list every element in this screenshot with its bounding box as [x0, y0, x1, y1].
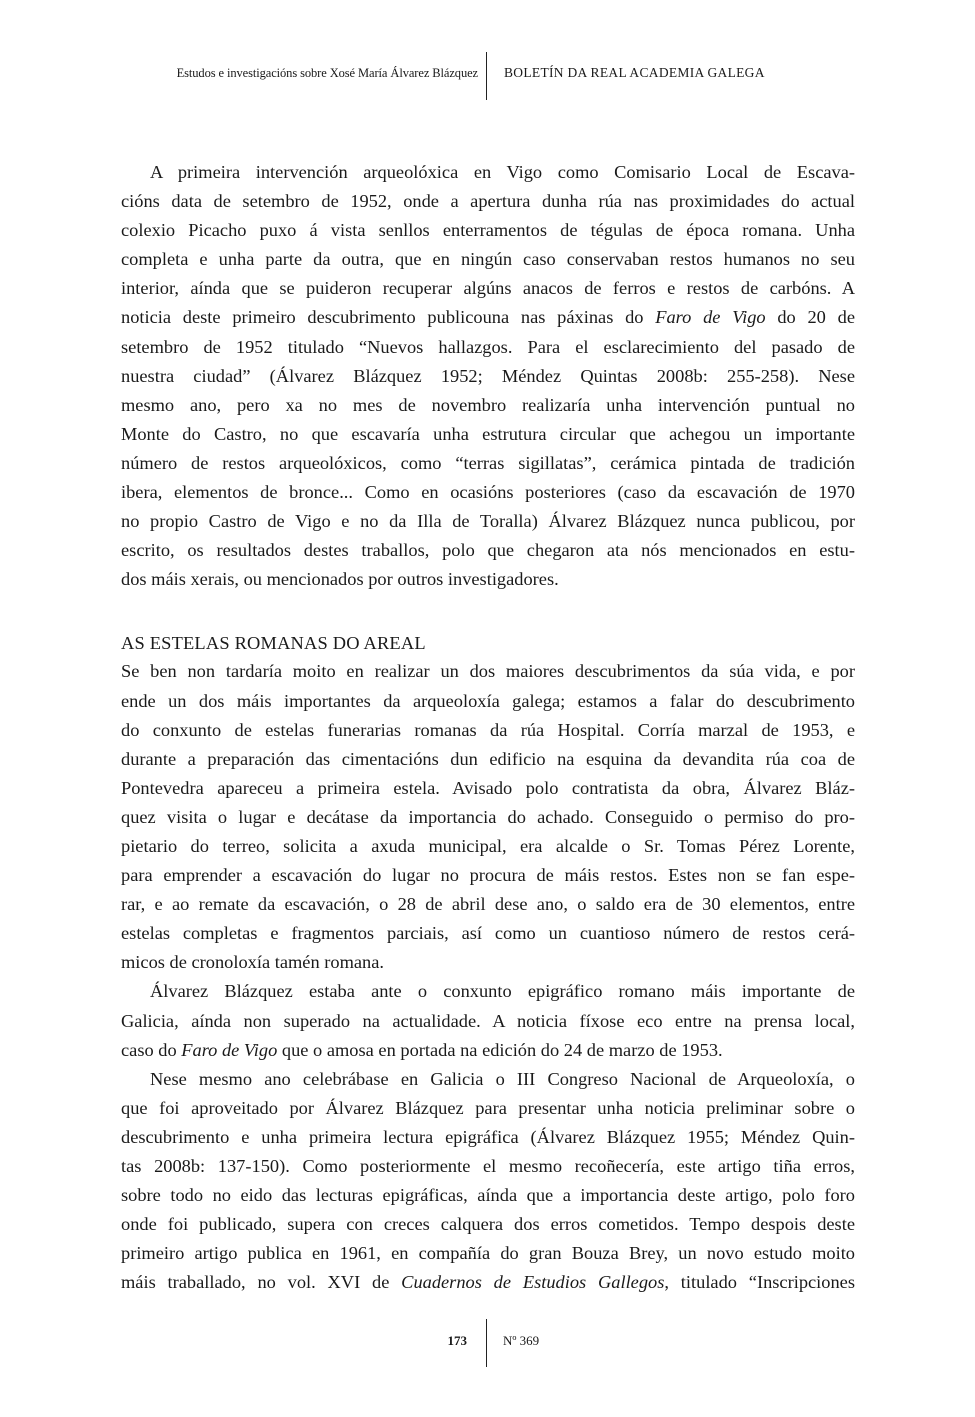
intro-section — [121, 158, 855, 594]
header-divider — [486, 52, 487, 100]
header-journal-title: BOLETÍN DA REAL ACADEMIA GALEGA — [504, 65, 765, 80]
text-line: colexio Picacho puxo á vista senllos enterramentos de tégulas de época romana. Unha — [121, 220, 855, 241]
text-line: Galicia, aínda non superado na actualidade. A noticia fíxose eco entre na prensa local, — [121, 1010, 855, 1031]
text-line: dos máis xerais, ou mencionados por outros investigadores. — [121, 569, 559, 590]
text-line: escrito, os resultados destes traballos, polo que chegaron ata nós mencionados en estu- — [121, 540, 855, 561]
header-series-title: Estudos e investigacións sobre Xosé María Álvarez Blázquez — [176, 66, 478, 80]
text-line: setembro de 1952 titulado “Nuevos hallazgos. Para el esclarecimiento del pasado de — [121, 336, 855, 357]
text-line: primeiro artigo publica en 1961, en compañía do gran Bouza Brey, un novo estudo moito — [121, 1243, 855, 1264]
text-line: noticia deste primeiro descubrimento publicouna nas páxinas do Faro de Vigo do 20 de — [121, 307, 855, 328]
page-footer — [0, 1319, 975, 1367]
paragraph — [121, 1065, 855, 1298]
text-line: Se ben non tardaría moito en realizar un dos maiores descubrimentos da súa vida, e por — [121, 661, 855, 682]
text-line: ibera, elementos de bronce... Como en ocasións posteriores (caso da escavación de 1970 — [121, 482, 855, 503]
text-line: do conxunto de estelas funerarias romanas da rúa Hospital. Corría marzal de 1953, e — [121, 719, 855, 740]
italic-title: Faro de Vigo — [181, 1039, 278, 1060]
text-line: descubrimento e unha primeira lectura epigráfica (Álvarez Blázquez 1955; Méndez Quin- — [121, 1126, 855, 1147]
italic-title: Cuadernos de Estudios Gallegos — [401, 1272, 665, 1293]
text-line: micos de cronoloxía tamén romana. — [121, 952, 385, 973]
text-line: A primeira intervención arqueolóxica en Vigo como Comisario Local de Escava- — [150, 162, 855, 182]
text-line: completa e unha parte da outra, que en ningún caso conservaban restos humanos no seu — [121, 249, 855, 270]
text-line: estelas completas e fragmentos parciais, así como un cuantioso número de restos cerá- — [121, 923, 855, 944]
text-line: Nese mesmo ano celebrábase en Galicia o III Congreso Nacional de Arqueoloxía, o — [150, 1068, 855, 1089]
italic-title: Faro de Vigo — [655, 307, 766, 328]
text-line: tas 2008b: 137-150). Como posteriormente el mesmo recoñecería, este artigo tiña erros, — [121, 1156, 855, 1176]
issue-number: Nº 369 — [503, 1333, 540, 1348]
paragraph — [121, 657, 855, 977]
text-line: onde foi publicado, supera con creces calquera dos erros cometidos. Tempo despois deste — [121, 1214, 855, 1235]
text-line: Álvarez Blázquez estaba ante o conxunto epigráfico romano máis importante de — [150, 981, 855, 1002]
text-line: quez visita o lugar e decátase da importancia do achado. Conseguido o permiso do pro- — [121, 806, 855, 827]
text-line: sobre todo no eido das lecturas epigráficas, aínda que a importancia deste artigo, polo foro — [121, 1185, 855, 1206]
section-heading: AS ESTELAS ROMANAS DO AREAL — [121, 633, 426, 654]
paragraph — [121, 977, 855, 1064]
text-line: mesmo ano, pero xa no mes de novembro realizaría unha intervención puntual no — [121, 394, 855, 415]
text-line: pietario do terreo, solicita a axuda municipal, era alcalde o Sr. Tomas Pérez Lorente, — [121, 835, 855, 856]
text-line: durante a preparación das cimentacións dun edificio na esquina da devandita rúa coa de — [121, 748, 855, 769]
paragraph — [121, 158, 855, 594]
text-line: caso do Faro de Vigo que o amosa en portada na edición do 24 de marzo de 1953. — [121, 1039, 723, 1060]
text-line: Monte do Castro, no que escavaría unha estrutura circular que achegou un importante — [121, 423, 855, 444]
text-line: ende un dos máis importantes da arqueoloxía galega; estamos a falar do descubrimento — [121, 690, 855, 711]
estelas-section — [121, 657, 855, 1297]
running-header — [0, 52, 975, 100]
text-line: Pontevedra apareceu a primeira estela. Avisado polo contratista da obra, Álvarez Bláz- — [121, 777, 855, 798]
text-line: que foi aproveitado por Álvarez Blázquez para presentar unha noticia preliminar sobre o — [121, 1097, 855, 1118]
text-line: número de restos arqueolóxicos, como “terras sigillatas”, cerámica pintada de tradición — [121, 452, 855, 473]
text-line: para emprender a escavación do lugar no procura de máis restos. Estes non se fan espe- — [121, 865, 855, 886]
text-line: nuestra ciudad” (Álvarez Blázquez 1952; Méndez Quintas 2008b: 255-258). Nese — [121, 365, 855, 386]
text-line: rar, e ao remate da escavación, o 28 de abril dese ano, o saldo era de 30 elementos, entre — [121, 894, 855, 915]
article-body — [121, 158, 855, 1297]
text-line: no propio Castro de Vigo e no da Illa de Toralla) Álvarez Blázquez nunca publicou, por — [121, 511, 855, 532]
footer-divider — [486, 1319, 487, 1367]
text-line: interior, aínda que se puideron recuperar algúns anacos de ferros e restos de carbóns. A — [121, 278, 855, 299]
text-line: cións data de setembro de 1952, onde a apertura dunha rúa nas proximidades do actual — [121, 191, 855, 212]
page-number: 173 — [447, 1333, 467, 1348]
text-line: máis traballado, no vol. XVI de Cuadernos de Estudios Gallegos, titulado “Inscripciones — [121, 1272, 855, 1293]
